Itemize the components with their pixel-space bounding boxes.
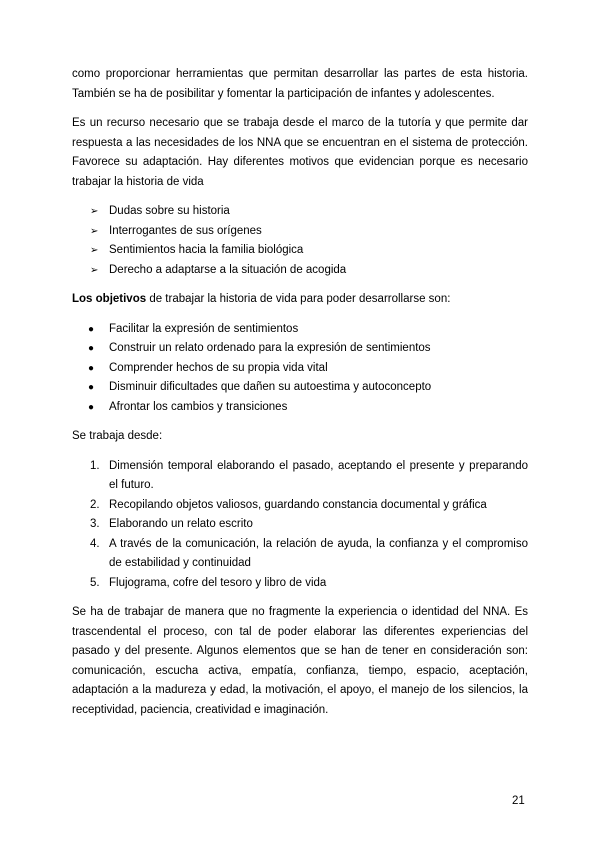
se-trabaja-list (72, 457, 528, 594)
list-item-text: Flujograma, cofre del tesoro y libro de vida (109, 576, 327, 589)
motivos-list (72, 202, 528, 280)
list-item (72, 457, 528, 496)
list-item (72, 378, 528, 398)
list-item (72, 398, 528, 418)
list-item-text: Interrogantes de sus orígenes (109, 224, 262, 237)
objetivos-heading: Los objetivos (72, 293, 147, 305)
list-item (72, 535, 528, 574)
paragraph-final: Se ha de trabajar de manera que no fragmente la experiencia o identidad del NNA. Es trascendental el proceso, con tal de poder elaborar las diferentes experiencias del pasado y del presente. Algunos elementos que se han de tener en consideración son: comunicación, escucha activa, empatía, confianza, tiempo, espacio, aceptación, adaptación a la madureza y edad, la motivación, el apoyo, el manejo de los silencios, la receptividad, paciencia, creatividad e imaginación. (72, 606, 528, 716)
list-item-text: Facilitar la expresión de sentimientos (109, 322, 299, 335)
list-number: 2. (90, 498, 100, 511)
list-item (72, 241, 528, 261)
list-item-text: A través de la comunicación, la relación de ayuda, la confianza y el compromiso de estabilidad y continuidad (109, 537, 528, 569)
list-item-text: Construir un relato ordenado para la expresión de sentimientos (109, 342, 431, 354)
list-item (72, 359, 528, 379)
bullet-icon: ● (88, 343, 95, 354)
list-item-text: Recopilando objetos valiosos, guardando constancia documental y gráfica (109, 498, 487, 511)
list-item (72, 261, 528, 281)
list-number: 1. (90, 459, 100, 472)
list-item-text: Elaborando un relato escrito (109, 518, 253, 530)
list-number: 3. (90, 518, 100, 530)
list-item-text: Comprender hechos de su propia vida vital (109, 361, 328, 374)
list-item-text: Dudas sobre su historia (109, 205, 230, 217)
list-item (72, 515, 528, 535)
objetivos-list (72, 320, 528, 418)
paragraph-recurso: Es un recurso necesario que se trabaja desde el marco de la tutoría y que permite dar respuesta a las necesidades de los NNA que se encuentran en el sistema de protección. Favorece su adaptación. Hay diferentes motivos que evidencian porque es necesario trabajar la historia de vida (72, 117, 528, 188)
list-number: 4. (90, 537, 100, 550)
arrow-bullet-icon: ➢ (90, 264, 99, 276)
list-item (72, 222, 528, 242)
arrow-bullet-icon: ➢ (90, 245, 99, 256)
document-page (72, 65, 528, 720)
list-item-text: Derecho a adaptarse a la situación de acogida (109, 263, 347, 276)
arrow-bullet-icon: ➢ (90, 206, 99, 217)
paragraph-objetivos (72, 290, 528, 310)
list-item (72, 339, 528, 359)
objetivos-text: de trabajar la historia de vida para poder desarrollarse son: (146, 293, 451, 305)
list-item (72, 320, 528, 340)
paragraph-se-trabaja: Se trabaja desde: (72, 430, 163, 442)
list-item (72, 202, 528, 222)
list-item (72, 574, 528, 594)
list-item-text: Sentimientos hacia la familia biológica (109, 244, 304, 256)
list-number: 5. (90, 576, 100, 589)
bullet-icon: ● (88, 401, 95, 413)
bullet-icon: ● (88, 362, 95, 374)
bullet-icon: ● (88, 382, 95, 393)
bullet-icon: ● (88, 323, 95, 335)
page-number: 21 (512, 795, 525, 807)
list-item-text: Dimensión temporal elaborando el pasado, aceptando el presente y preparando el futuro. (109, 459, 528, 491)
arrow-bullet-icon: ➢ (90, 225, 99, 237)
list-item (72, 496, 528, 516)
list-item-text: Disminuir dificultades que dañen su autoestima y autoconcepto (109, 381, 432, 393)
paragraph-intro: como proporcionar herramientas que permitan desarrollar las partes de esta historia. También se ha de posibilitar y fomentar la participación de infantes y adolescentes. (72, 68, 528, 100)
list-item-text: Afrontar los cambios y transiciones (109, 400, 288, 413)
